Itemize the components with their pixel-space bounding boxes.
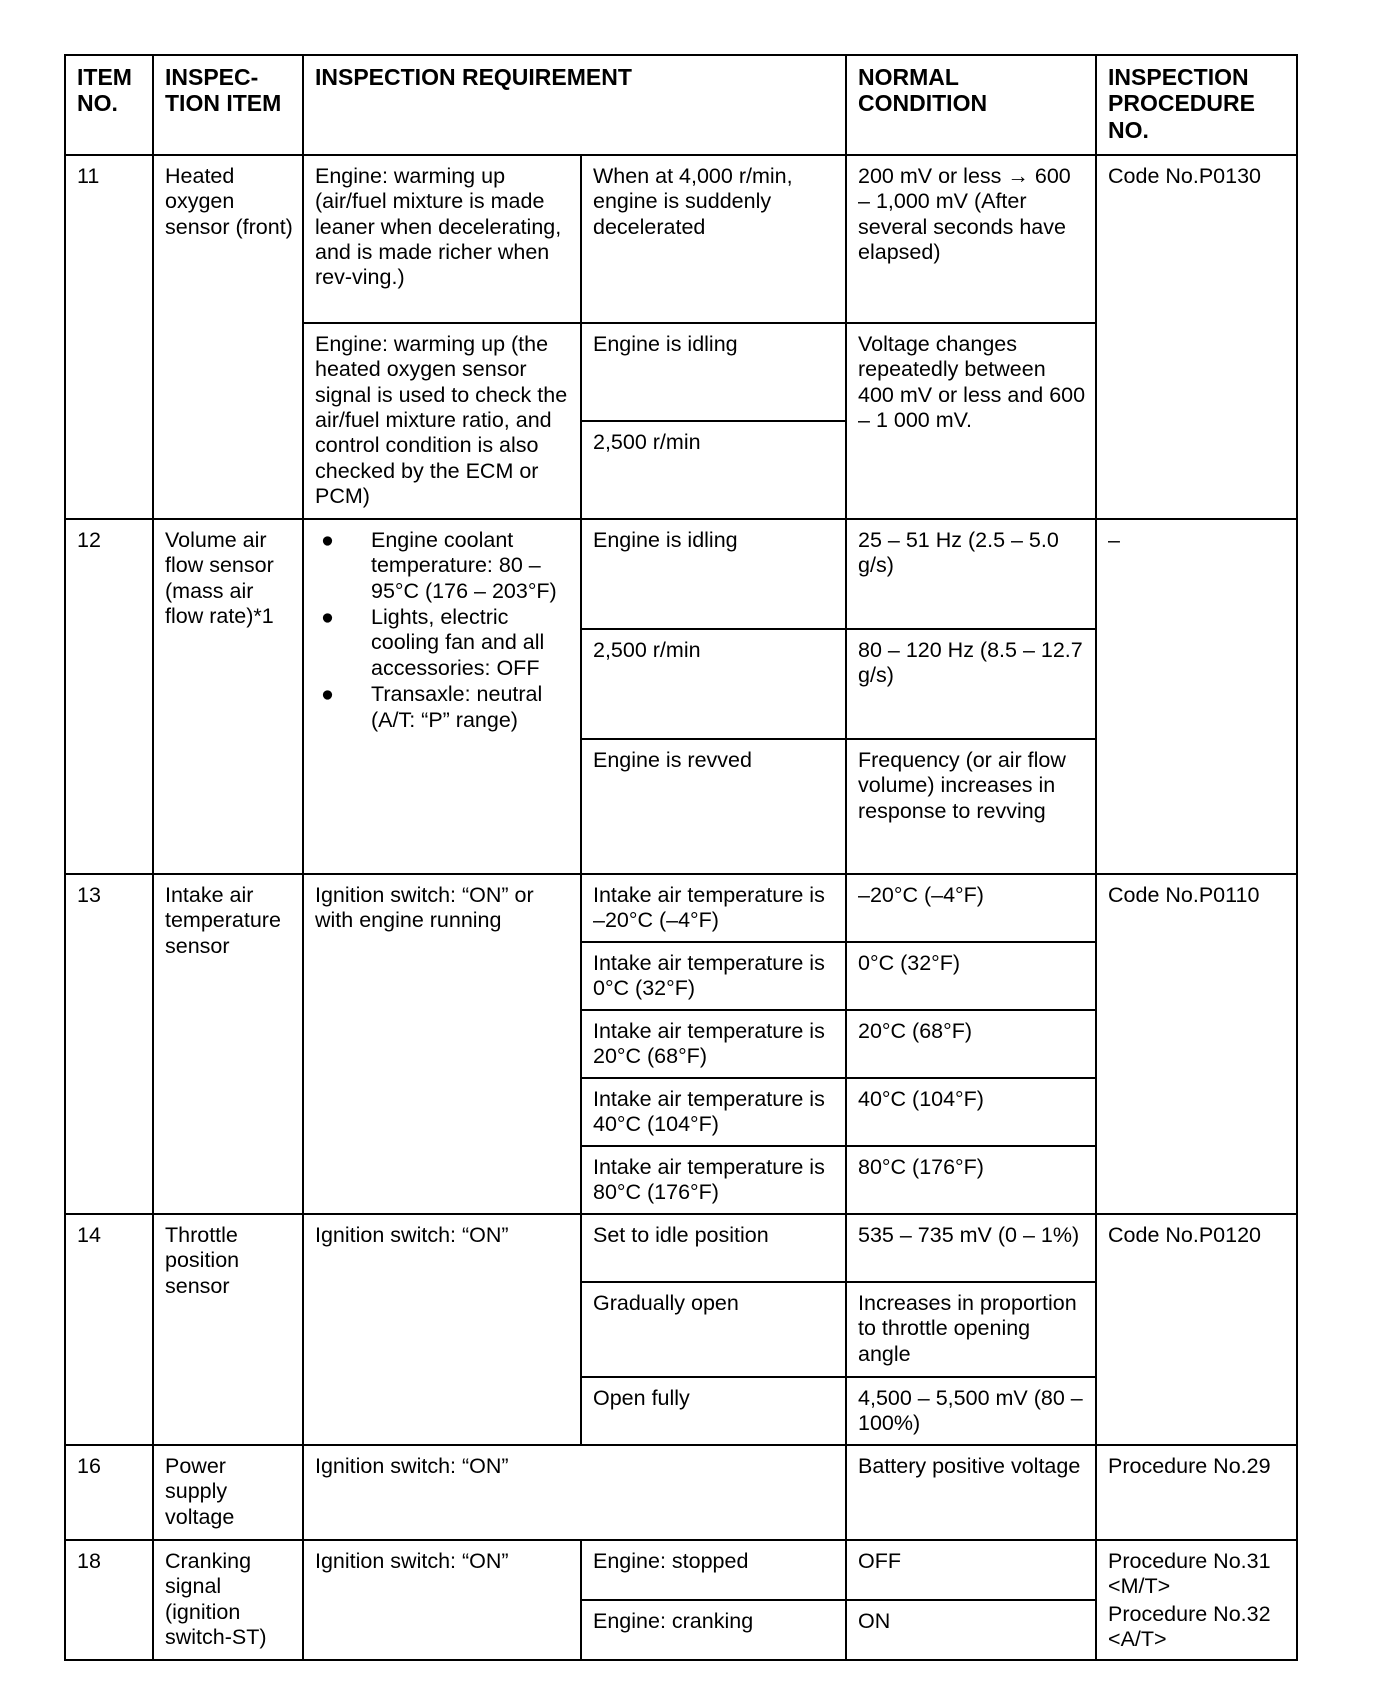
sub-condition-cell: Engine: cranking xyxy=(581,1600,846,1660)
normal-condition-cell: Battery positive voltage xyxy=(846,1445,1096,1540)
list-item xyxy=(315,682,572,733)
condition-text: Lights, electric cooling fan and all accessories: OFF xyxy=(371,605,545,680)
requirement-cell: Engine: warming up (the heated oxygen sensor signal is used to check the air/fuel mixture ratio, and control condition is also checked by the ECM or PCM) xyxy=(303,323,581,519)
inspection-table xyxy=(64,54,1298,1661)
sub-condition-cell: Set to idle position xyxy=(581,1214,846,1282)
bullet-icon: ● xyxy=(321,605,334,630)
normal-condition-cell: 25 – 51 Hz (2.5 – 5.0 g/s) xyxy=(846,519,1096,629)
requirement-cell: Ignition switch: “ON” xyxy=(303,1540,581,1660)
normal-condition-cell: ON xyxy=(846,1600,1096,1660)
sub-condition-cell: Gradually open xyxy=(581,1282,846,1377)
item-no-cell: 18 xyxy=(65,1540,153,1660)
procedure-cell: – xyxy=(1096,519,1297,874)
requirement-cell: Ignition switch: “ON” xyxy=(303,1214,581,1445)
inspection-item-cell: Intake air temperature sensor xyxy=(153,874,303,1214)
sub-condition-cell: Engine is revved xyxy=(581,739,846,874)
procedure-cell: Procedure No.29 xyxy=(1096,1445,1297,1540)
procedure-at: Procedure No.32 <A/T> xyxy=(1108,1601,1271,1652)
table-row xyxy=(65,1214,1297,1282)
sub-condition-cell: Intake air temperature is –20°C (–4°F) xyxy=(581,874,846,942)
item-no-cell: 11 xyxy=(65,155,153,519)
list-item xyxy=(315,605,572,681)
normal-condition-cell: Increases in proportion to throttle opening angle xyxy=(846,1282,1096,1377)
sub-condition-cell: Intake air temperature is 80°C (176°F) xyxy=(581,1146,846,1214)
sub-condition-cell: When at 4,000 r/min, engine is suddenly decelerated xyxy=(581,155,846,323)
normal-condition-cell: Frequency (or air flow volume) increases in response to revving xyxy=(846,739,1096,874)
normal-condition-cell: 80 – 120 Hz (8.5 – 12.7 g/s) xyxy=(846,629,1096,739)
item-no-cell: 13 xyxy=(65,874,153,1214)
sub-condition-cell: Open fully xyxy=(581,1377,846,1445)
normal-condition-cell: 80°C (176°F) xyxy=(846,1146,1096,1214)
header-item-no: ITEM NO. xyxy=(65,55,153,155)
header-inspection-item: INSPEC-TION ITEM xyxy=(153,55,303,155)
requirement-cell: Engine: warming up (air/fuel mixture is made leaner when decelerating, and is made richer when rev-ving.) xyxy=(303,155,581,323)
item-no-cell: 12 xyxy=(65,519,153,874)
sub-condition-cell: Engine is idling xyxy=(581,519,846,629)
bullet-icon: ● xyxy=(321,682,334,707)
sub-condition-cell: Intake air temperature is 40°C (104°F) xyxy=(581,1078,846,1146)
inspection-item-cell: Throttle position sensor xyxy=(153,1214,303,1445)
header-row xyxy=(65,55,1297,155)
sub-condition-cell: Engine is idling xyxy=(581,323,846,421)
procedure-mt: Procedure No.31 <M/T> xyxy=(1108,1549,1271,1599)
condition-text: Engine coolant temperature: 80 – 95°C (176 – 203°F) xyxy=(371,528,557,603)
item-no-cell: 14 xyxy=(65,1214,153,1445)
sub-condition-cell: Intake air temperature is 20°C (68°F) xyxy=(581,1010,846,1078)
procedure-cell: Code No.P0120 xyxy=(1096,1214,1297,1445)
normal-condition-cell: –20°C (–4°F) xyxy=(846,874,1096,942)
normal-condition-cell: 20°C (68°F) xyxy=(846,1010,1096,1078)
table-row xyxy=(65,519,1297,629)
procedure-cell xyxy=(1096,1540,1297,1660)
bullet-icon: ● xyxy=(321,528,334,552)
inspection-item-cell: Volume air flow sensor (mass air flow rate)*1 xyxy=(153,519,303,874)
table-row xyxy=(65,1540,1297,1600)
header-inspection-procedure-no: INSPECTION PROCEDURE NO. xyxy=(1096,55,1297,155)
inspection-item-cell: Power supply voltage xyxy=(153,1445,303,1540)
table-row xyxy=(65,1445,1297,1540)
requirement-cell: Ignition switch: “ON” xyxy=(303,1445,846,1540)
procedure-cell: Code No.P0110 xyxy=(1096,874,1297,1214)
table-row xyxy=(65,874,1297,942)
inspection-item-cell: Cranking signal (ignition switch-ST) xyxy=(153,1540,303,1660)
procedure-cell: Code No.P0130 xyxy=(1096,155,1297,519)
sub-condition-cell: 2,500 r/min xyxy=(581,629,846,739)
list-item xyxy=(315,528,572,604)
header-inspection-requirement: INSPECTION REQUIREMENT xyxy=(303,55,846,155)
sub-condition-cell: Engine: stopped xyxy=(581,1540,846,1600)
requirement-cell: Ignition switch: “ON” or with engine running xyxy=(303,874,581,1214)
inspection-item-cell: Heated oxygen sensor (front) xyxy=(153,155,303,519)
normal-condition-cell: OFF xyxy=(846,1540,1096,1600)
sub-condition-cell: 2,500 r/min xyxy=(581,421,846,519)
sub-condition-cell: Intake air temperature is 0°C (32°F) xyxy=(581,942,846,1010)
normal-condition-cell: Voltage changes repeatedly between 400 mV or less and 600 – 1 000 mV. xyxy=(846,323,1096,519)
normal-condition-cell: 4,500 – 5,500 mV (80 – 100%) xyxy=(846,1377,1096,1445)
header-normal-condition: NORMAL CONDITION xyxy=(846,55,1096,155)
table-row xyxy=(65,155,1297,323)
condition-list xyxy=(315,528,572,733)
normal-condition-cell: 0°C (32°F) xyxy=(846,942,1096,1010)
item-no-cell: 16 xyxy=(65,1445,153,1540)
normal-condition-cell: 535 – 735 mV (0 – 1%) xyxy=(846,1214,1096,1282)
requirement-cell xyxy=(303,519,581,874)
condition-text: Transaxle: neutral (A/T: “P” range) xyxy=(371,682,543,732)
normal-condition-cell: 200 mV or less → 600 – 1,000 mV (After several seconds have elapsed) xyxy=(846,155,1096,323)
normal-condition-cell: 40°C (104°F) xyxy=(846,1078,1096,1146)
